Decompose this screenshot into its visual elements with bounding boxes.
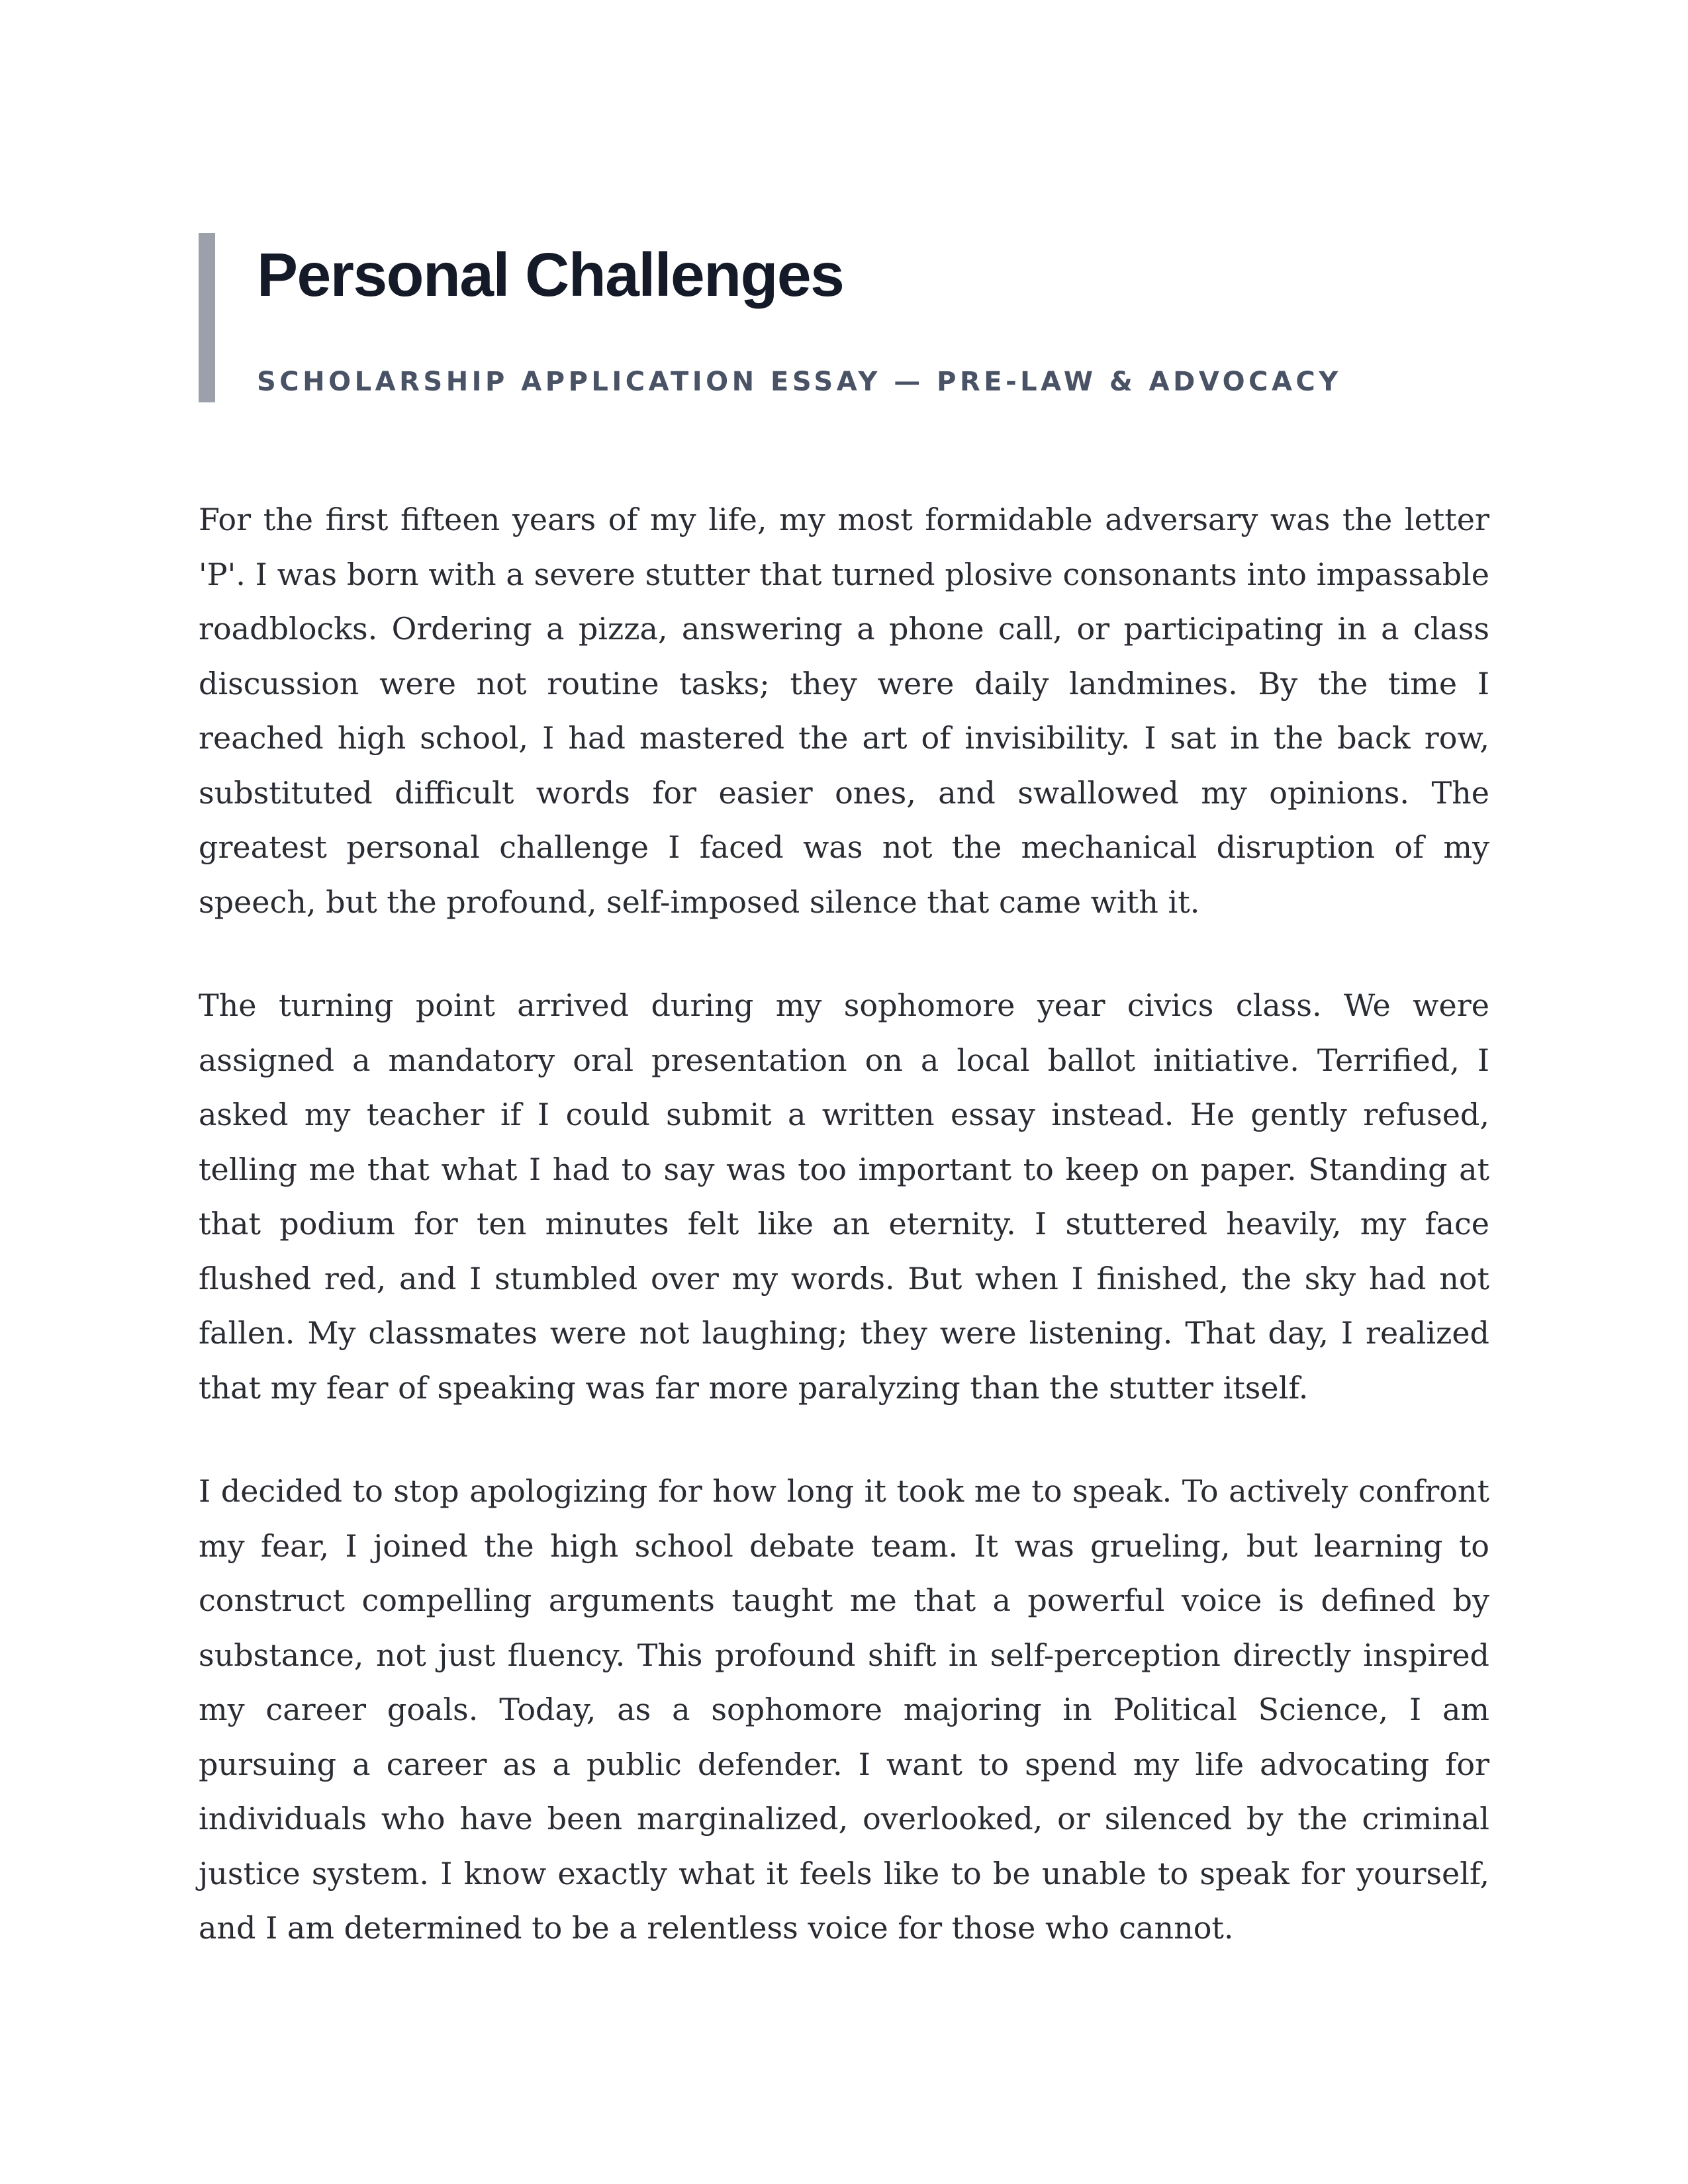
accent-bar bbox=[199, 233, 215, 402]
essay-body bbox=[199, 492, 1489, 1956]
page-subtitle: SCHOLARSHIP APPLICATION ESSAY — PRE-LAW & ADVOCACY bbox=[257, 367, 1342, 397]
essay-paragraph-3: I decided to stop apologizing for how long it took me to speak. To actively confront my fear, I joined the high school debate team. It was grueling, but learning to construct compelling arguments taught me that a powerful voice is defined by substance, not just fluency. This profound shift in self-perception directly inspired my career goals. Today, as a sophomore majoring in Political Science, I am pursuing a career as a public defender. I want to spend my life advocating for individuals who have been marginalized, overlooked, or silenced by the criminal justice system. I know exactly what it feels like to be unable to speak for yourself, and I am determined to be a relentless voice for those who cannot. bbox=[199, 1473, 1489, 1946]
page-title: Personal Challenges bbox=[257, 240, 844, 309]
essay-paragraph-2: The turning point arrived during my sophomore year civics class. We were assigned a mandatory oral presentation on a local ballot initiative. Terrified, I asked my teacher if I could submit a written essay instead. He gently refused, telling me that what I had to say was too important to keep on paper. Standing at that podium for ten minutes felt like an eternity. I stuttered heavily, my face flushed red, and I stumbled over my words. But when I finished, the sky had not fallen. My classmates were not laughing; they were listening. That day, I realized that my fear of speaking was far more paralyzing than the stutter itself. bbox=[199, 987, 1489, 1406]
essay-paragraph-1: For the first fifteen years of my life, my most formidable adversary was the letter 'P'. I was born with a severe stutter that turned plosive consonants into impassable roadblocks. Ordering a pizza, answering a phone call, or participating in a class discussion were not routine tasks; they were daily landmines. By the time I reached high school, I had mastered the art of invisibility. I sat in the back row, substituted difficult words for easier ones, and swallowed my opinions. The greatest personal challenge I faced was not the mechanical disruption of my speech, but the profound, self-imposed silence that came with it. bbox=[199, 502, 1489, 920]
essay-header bbox=[199, 233, 1489, 402]
essay-page bbox=[199, 233, 1489, 2005]
